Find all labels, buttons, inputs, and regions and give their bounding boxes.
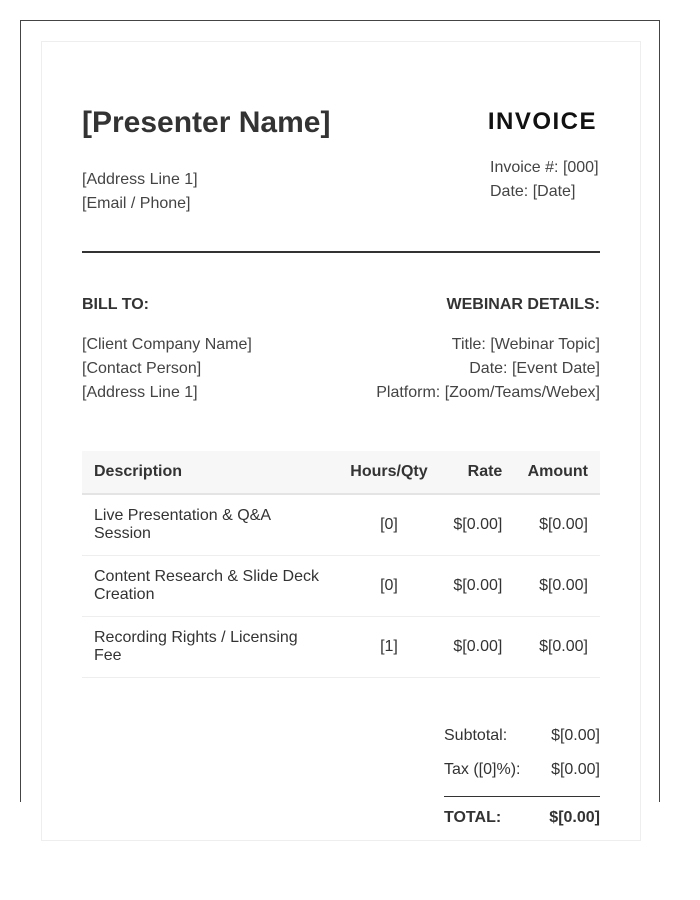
presenter-details: [82, 168, 198, 216]
totals-block: [444, 722, 600, 827]
bill-to-heading: BILL TO:: [82, 296, 149, 313]
tax-row: [444, 756, 600, 790]
presenter-name: [Presenter Name]: [82, 106, 331, 139]
table-row: [82, 556, 600, 617]
col-amount: Amount: [514, 451, 600, 494]
webinar-details: [376, 333, 600, 405]
webinar-date-label: Date:: [469, 360, 508, 377]
item-qty: [0]: [338, 494, 441, 556]
invoice-date-line: [490, 180, 600, 204]
presenter-address: [Address Line 1]: [82, 171, 198, 188]
tax-label: Tax ([0]%):: [444, 761, 521, 778]
total-label: TOTAL:: [444, 809, 502, 826]
subtotal-label: Subtotal:: [444, 727, 508, 744]
presenter-contact: [Email / Phone]: [82, 195, 191, 212]
client-company: [Client Company Name]: [82, 336, 252, 353]
webinar-title-label: Title:: [451, 336, 486, 353]
grand-total-row: [444, 797, 600, 827]
total-value: $[0.00]: [549, 809, 600, 826]
item-rate: $[0.00]: [440, 617, 514, 678]
header-divider: [82, 251, 600, 253]
invoice-sheet: [41, 41, 641, 841]
invoice-title: INVOICE: [487, 108, 597, 135]
webinar-date: [Event Date]: [511, 360, 600, 377]
webinar-platform: [Zoom/Teams/Webex]: [444, 384, 600, 401]
webinar-platform-line: [376, 381, 600, 405]
item-qty: [0]: [338, 556, 441, 617]
item-description: Recording Rights / Licensing Fee: [82, 617, 338, 678]
item-rate: $[0.00]: [440, 494, 514, 556]
webinar-platform-label: Platform:: [376, 384, 441, 401]
subtotal-value: $[0.00]: [551, 727, 600, 744]
webinar-title-line: [376, 333, 600, 357]
item-qty: [1]: [338, 617, 441, 678]
table-header-row: [82, 451, 600, 494]
webinar-date-line: [376, 357, 600, 381]
invoice-date: [Date]: [532, 183, 576, 200]
invoice-date-label: Date:: [490, 183, 529, 200]
subtotal-row: [444, 722, 600, 756]
item-amount: $[0.00]: [514, 494, 600, 556]
item-amount: $[0.00]: [514, 617, 600, 678]
client-address: [Address Line 1]: [82, 384, 198, 401]
table-row: [82, 494, 600, 556]
col-hours-qty: Hours/Qty: [338, 451, 441, 494]
item-description: Live Presentation & Q&A Session: [82, 494, 338, 556]
table-row: [82, 617, 600, 678]
col-rate: Rate: [440, 451, 514, 494]
invoice-number-line: [490, 156, 600, 180]
item-amount: $[0.00]: [514, 556, 600, 617]
item-rate: $[0.00]: [440, 556, 514, 617]
webinar-title: [Webinar Topic]: [490, 336, 600, 353]
line-items-table: [82, 451, 600, 678]
invoice-number: [000]: [562, 159, 599, 176]
client-contact: [Contact Person]: [82, 360, 202, 377]
col-description: Description: [82, 451, 338, 494]
page-frame: [20, 20, 660, 826]
invoice-meta: [490, 156, 600, 204]
bill-to-details: [82, 333, 252, 405]
item-description: Content Research & Slide Deck Creation: [82, 556, 338, 617]
webinar-details-heading: WEBINAR DETAILS:: [446, 296, 600, 313]
invoice-number-label: Invoice #:: [490, 159, 559, 176]
tax-value: $[0.00]: [551, 761, 600, 778]
